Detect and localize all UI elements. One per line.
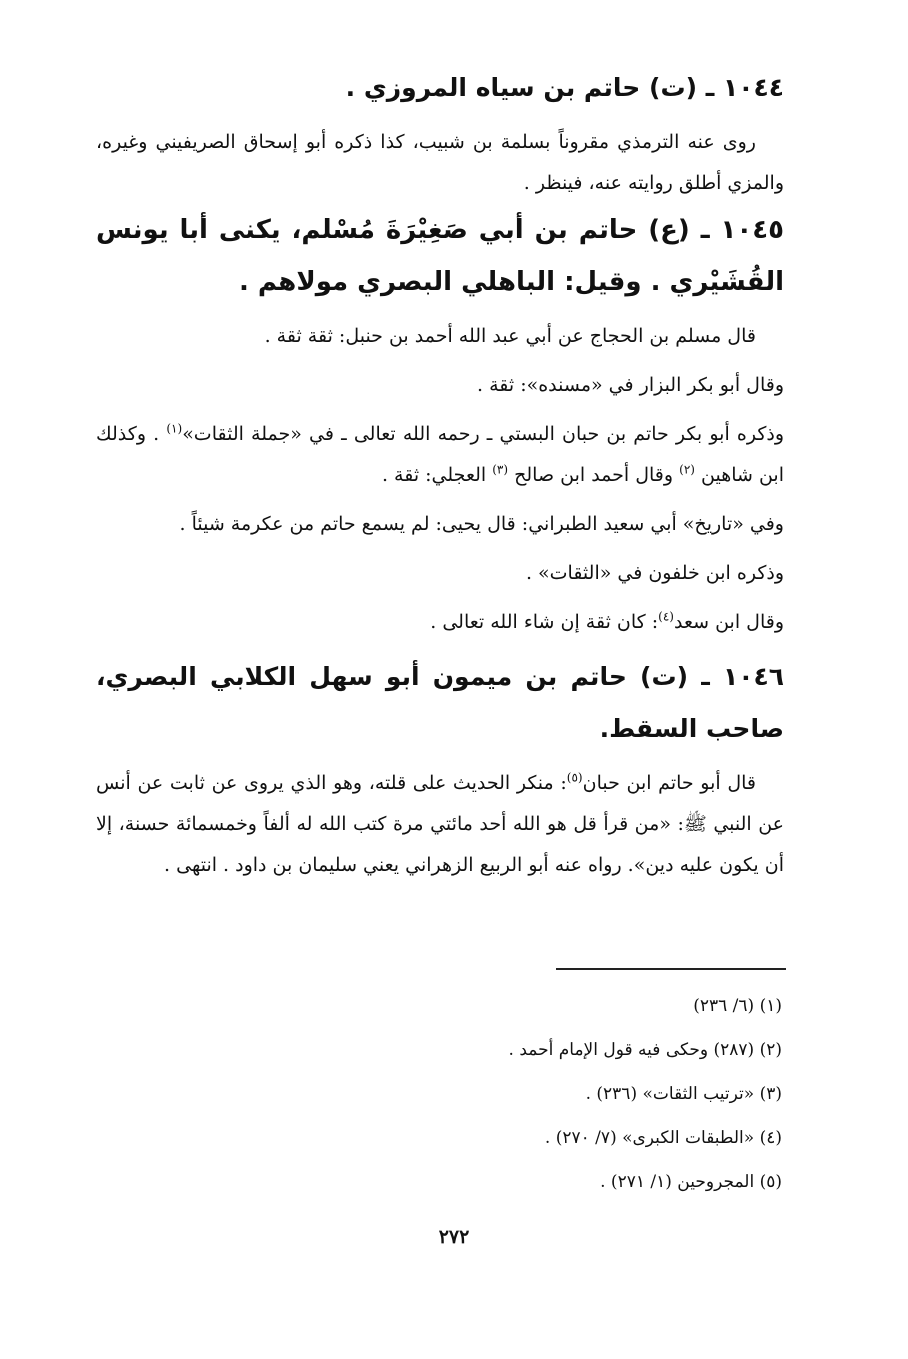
footnotes	[182, 984, 782, 1204]
entry-1045-paragraph-3	[96, 414, 784, 496]
page-body	[96, 62, 784, 886]
entry-1045-paragraph-6	[96, 602, 784, 643]
footnote-ref-1: (١)	[166, 421, 183, 436]
page-number: ٢٧٢	[438, 1226, 470, 1248]
footnote-ref-5: (٥)	[566, 770, 583, 785]
footnote-ref-4: (٤)	[658, 609, 674, 624]
footnote-5: (٥) المجروحين (١/ ٢٧١) .	[600, 1172, 782, 1192]
entry-1045-paragraph-5: وذكره ابن خلفون في «الثقات» .	[525, 562, 784, 584]
footnote-separator	[556, 968, 786, 970]
footnote-3: (٣) «ترتيب الثقات» (٢٣٦) .	[585, 1084, 782, 1104]
p3-text-c: وقال أحمد ابن صالح	[514, 464, 674, 486]
footnote-2: (٢) (٢٨٧) وحكى فيه قول الإمام أحمد .	[508, 1040, 782, 1060]
entry-1044-heading: ١٠٤٤ ـ (ت) حاتم بن سياه المروزي .	[345, 73, 784, 102]
footnote-ref-3: (٣)	[492, 462, 509, 477]
p3-text-d: العجلي: ثقة .	[381, 464, 487, 486]
p6-text-b: : كان ثقة إن شاء الله تعالى .	[430, 611, 659, 633]
footnote-ref-2: (٢)	[679, 462, 695, 477]
p1-text-a: قال أبو حاتم ابن حبان	[582, 772, 757, 794]
footnote-1: (١) (٦/ ٢٣٦)	[693, 996, 782, 1016]
entry-1046-paragraph	[96, 763, 784, 886]
footnote-4: (٤) «الطبقات الكبرى» (٧/ ٢٧٠) .	[544, 1128, 782, 1148]
p1-text-b: : منكر الحديث على قلته، وهو الذي يروى عن ثابت عن أنس عن النبي ﷺ: «من قرأ قل هو الله أحد مائتي مرة كتب الله له ألفاً وخمسمائة حسنة، إلا أن يكون عليه دين». رواه عنه أبو الربيع الزهراني يعني سليمان بن داود . انتهى .	[96, 772, 784, 876]
entry-1045-paragraph-1: قال مسلم بن الحجاج عن أبي عبد الله أحمد بن حنبل: ثقة ثقة .	[264, 325, 756, 347]
entry-1045-heading: ١٠٤٥ ـ (ع) حاتم بن أبي صَغِيْرَةَ مُسْلم، يكنى أبا يونس القُشَيْري . وقيل: الباهلي البصري مولاهم .	[96, 215, 784, 297]
p3-text-a: وذكره أبو بكر حاتم بن حبان البستي ـ رحمه الله تعالى ـ في «جملة الثقات»	[182, 423, 784, 445]
entry-1045-paragraph-2: وقال أبو بكر البزار في «مسنده»: ثقة .	[477, 374, 784, 396]
entry-1046-heading: ١٠٤٦ ـ (ت) حاتم بن ميمون أبو سهل الكلابي البصري، صاحب السقط.	[96, 662, 784, 743]
entry-1045-paragraph-4: وفي «تاريخ» أبي سعيد الطبراني: قال يحيى: لم يسمع حاتم من عكرمة شيئاً .	[179, 513, 784, 535]
p3-text-b: . وكذلك ابن شاهين	[96, 423, 784, 486]
entry-1044-paragraph: روى عنه الترمذي مقروناً بسلمة بن شبيب، كذا ذكره أبو إسحاق الصريفيني وغيره، والمزي أطلق روايته عنه، فينظر .	[96, 131, 784, 194]
p6-text-a: وقال ابن سعد	[673, 611, 784, 633]
